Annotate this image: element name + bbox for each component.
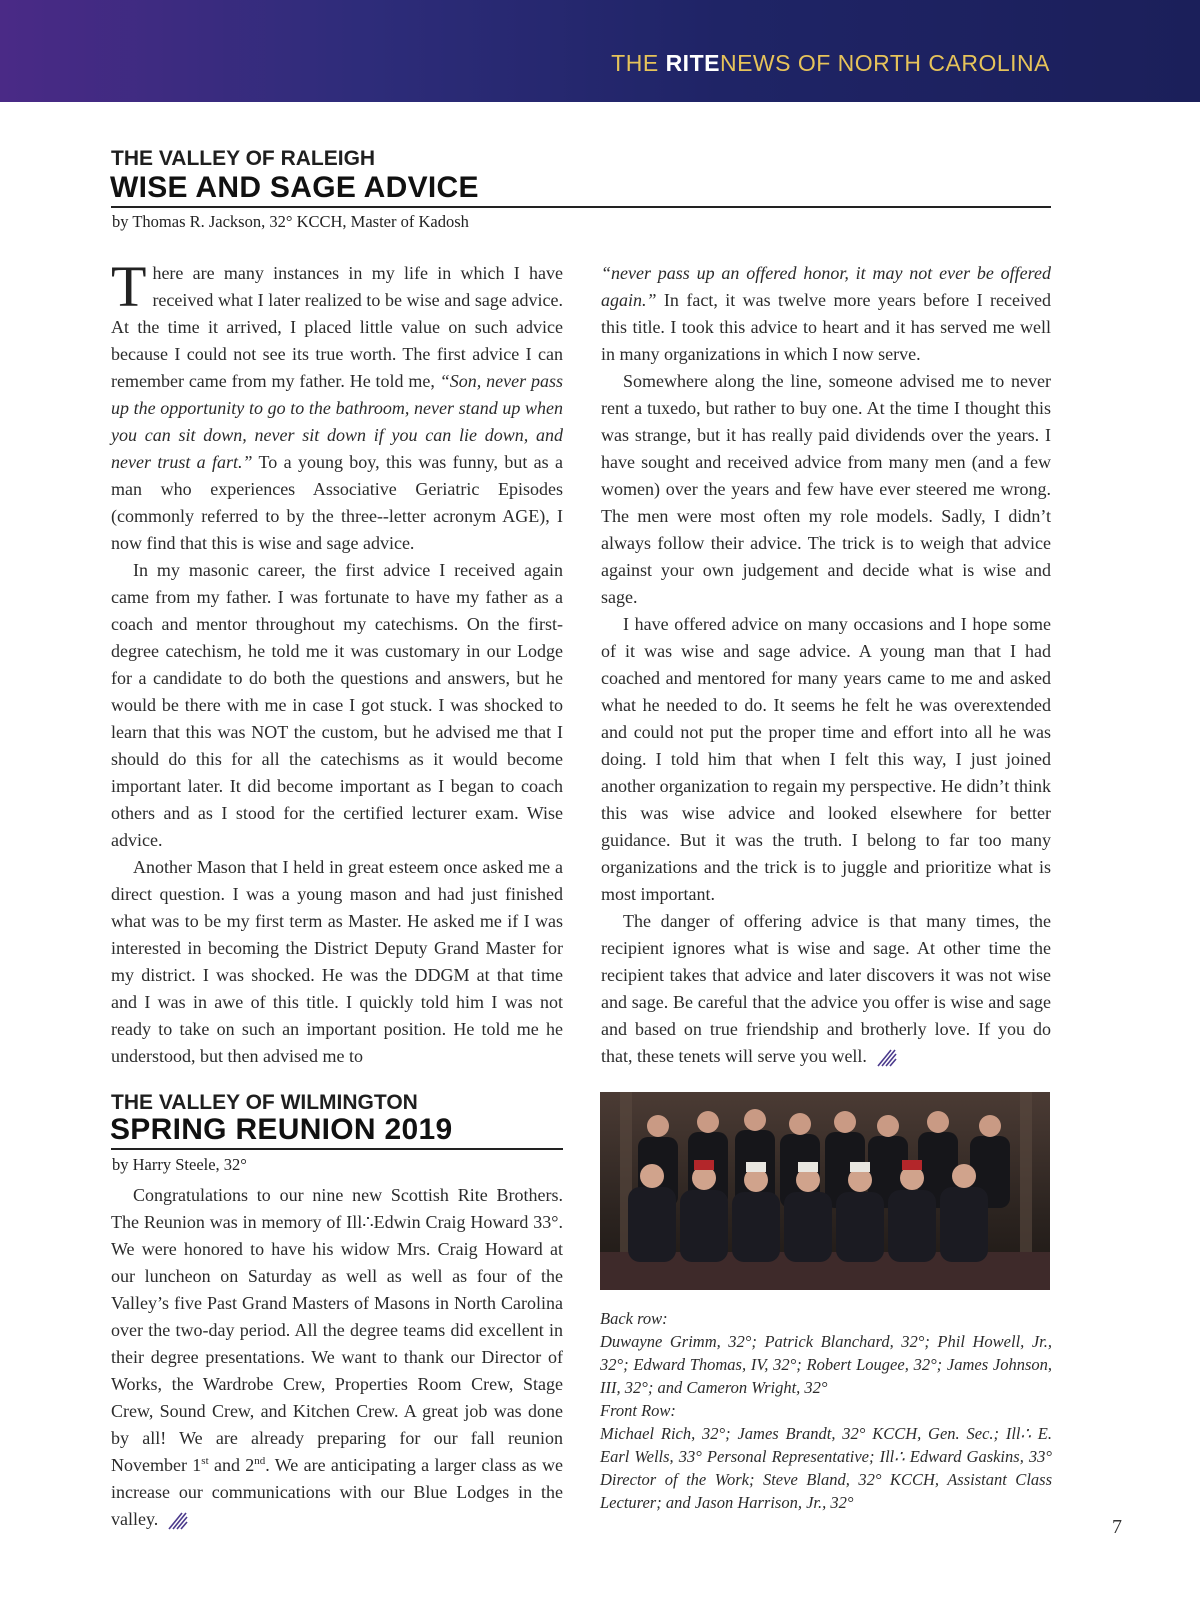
article2-rule [111,1148,563,1150]
caption-front-names: Michael Rich, 32°; James Brandt, 32° KCCH, Gen. Sec.; Ill∴ E. Earl Wells, 33° Personal Representative; Ill∴ Edward Gaskins, 33° Director of the Work; Steve Bland, 32° KCCH, Assistant Class Lecturer; and Jason Harrison, Jr., 32° [600,1424,1052,1512]
article2-byline: by Harry Steele, 32° [112,1155,247,1174]
caption-back-label: Back row: [600,1309,668,1328]
article1-paragraph-3: Another Mason that I held in great esteem once asked me a direct question. I was a young mason and had just finished what was to be my first term as Master. He asked me if I was interested in becoming the District Deputy Grand Master for my district. I was shocked. He was the DDGM at that time and I was in awe of this title. I quickly told him I was not ready to take on such an important position. He told me he understood, but then advised me to [111,857,563,1066]
article1-paragraph-5: Somewhere along the line, someone advised me to never rent a tuxedo, but rather to buy one. At the time I thought this was strange, but it has really paid dividends over the years. I have sought and received advice from many men (and a few women) over the years and few have ever steered me wrong. The men were most often my role models. Sadly, I didn’t always follow their advice. The trick is to weigh that advice against your own judgement and decide what is wise and sage. [601,371,1051,607]
group-photo [600,1092,1050,1290]
article1-paragraph-7: The danger of offering advice is that many times, the recipient ignores what is wise and sage. At other time the recipient takes that advice and later discovers it was not wise and sage. Be careful that the advice you offer is wise and sage and based on true friendship and brotherly love. If you do that, these tenets will serve you well. [601,911,1051,1066]
article1-paragraph-4: “never pass up an offered honor, it may not ever be offered again.” In fact, it was twelve more years before I received this title. I took this advice to heart and it has served me well in many organizations in which I now serve. [601,263,1051,364]
article1-paragraph-2: In my masonic career, the first advice I received again came from my father. I was fortunate to have my father as a coach and mentor throughout my catechisms. On the first-degree catechism, he told me it was customary in our Lodge for a candidate to do both the questions and answers, but he would be there with me in case I got stuck. I was shocked to learn that this was NOT the custom, but he advised me that I should do this for all the catechisms as it would become important later. It did become important as I began to coach others and as I stood for the certified lecturer exam. Wise advice. [111,560,563,850]
article1-column-left [111,254,563,1070]
drop-cap: T [111,254,147,319]
article2-paragraph-1: Congratulations to our nine new Scottish Rite Brothers. The Reunion was in memory of Ill∴Edwin Craig Howard 33°. We were honored to have his widow Mrs. Craig Howard at our luncheon on Saturday as well as well as four of the Valley’s five Past Grand Masters of Masons in North Carolina over the two-day period. All the degree teams did excellent in their degree presentations. We want to thank our Director of Works, the Wardrobe Crew, Properties Room Crew, Stage Crew, Sound Crew, and Kitchen Crew. A great job was done by all! We are already preparing for our fall reunion November 1st and 2nd. We are anticipating a larger class as we increase our communications with our Blue Lodges in the valley. [111,1185,563,1529]
article1-byline: by Thomas R. Jackson, 32° KCCH, Master of Kadosh [112,212,469,231]
end-mark-icon [877,1049,897,1067]
photo-caption [600,1307,1052,1514]
page-number: 7 [1112,1516,1122,1538]
article1-kicker: THE VALLEY OF RALEIGH [111,147,376,170]
article1-paragraph-1: There are many instances in my life in which I have received what I later realized to be wise and sage advice. At the time it arrived, I placed little value on such advice because I could not see its true worth. The first advice I can remember came from my father. He told me, “Son, never pass up the opportunity to go to the bathroom, never stand up when you can sit down, never sit down if you can lie down, and never trust a fart.” To a young boy, this was funny, but as a man who experiences Associative Geriatric Episodes (commonly referred to by the three--letter acronym AGE), I now find that this is wise and sage advice. [111,254,563,553]
article1-headline: WISE AND SAGE ADVICE [110,171,479,204]
article2-column [111,1182,563,1533]
article1-rule [111,206,1051,208]
article2-kicker: THE VALLEY OF WILMINGTON [111,1091,418,1114]
caption-back-names: Duwayne Grimm, 32°; Patrick Blanchard, 32°; Phil Howell, Jr., 32°; Edward Thomas, IV, 32°; Robert Lougee, 32°; James Johnson, III, 32°; and Cameron Wright, 32° [600,1332,1052,1397]
publication-masthead: THE RITENEWS OF NORTH CAROLINA [611,50,1050,76]
masthead-bold: RITE [665,50,720,76]
end-mark-icon [168,1512,188,1530]
article1-column-right [601,260,1051,1070]
caption-front-label: Front Row: [600,1401,676,1420]
article1-paragraph-6: I have offered advice on many occasions and I hope some of it was wise and sage advice. A young man that I had coached and mentored for many years came to me and asked what he needed to do. It seems he felt he was overextended and could not put the proper time and effort into all he was doing. I told him that when I felt this way, I just joined another organization to regain my perspective. He didn’t think this was wise advice and looked elsewhere for better guidance. But it was the truth. I belong to far too many organizations and the trick is to juggle and prioritize what is most important. [601,614,1051,904]
article2-headline: SPRING REUNION 2019 [110,1113,453,1146]
